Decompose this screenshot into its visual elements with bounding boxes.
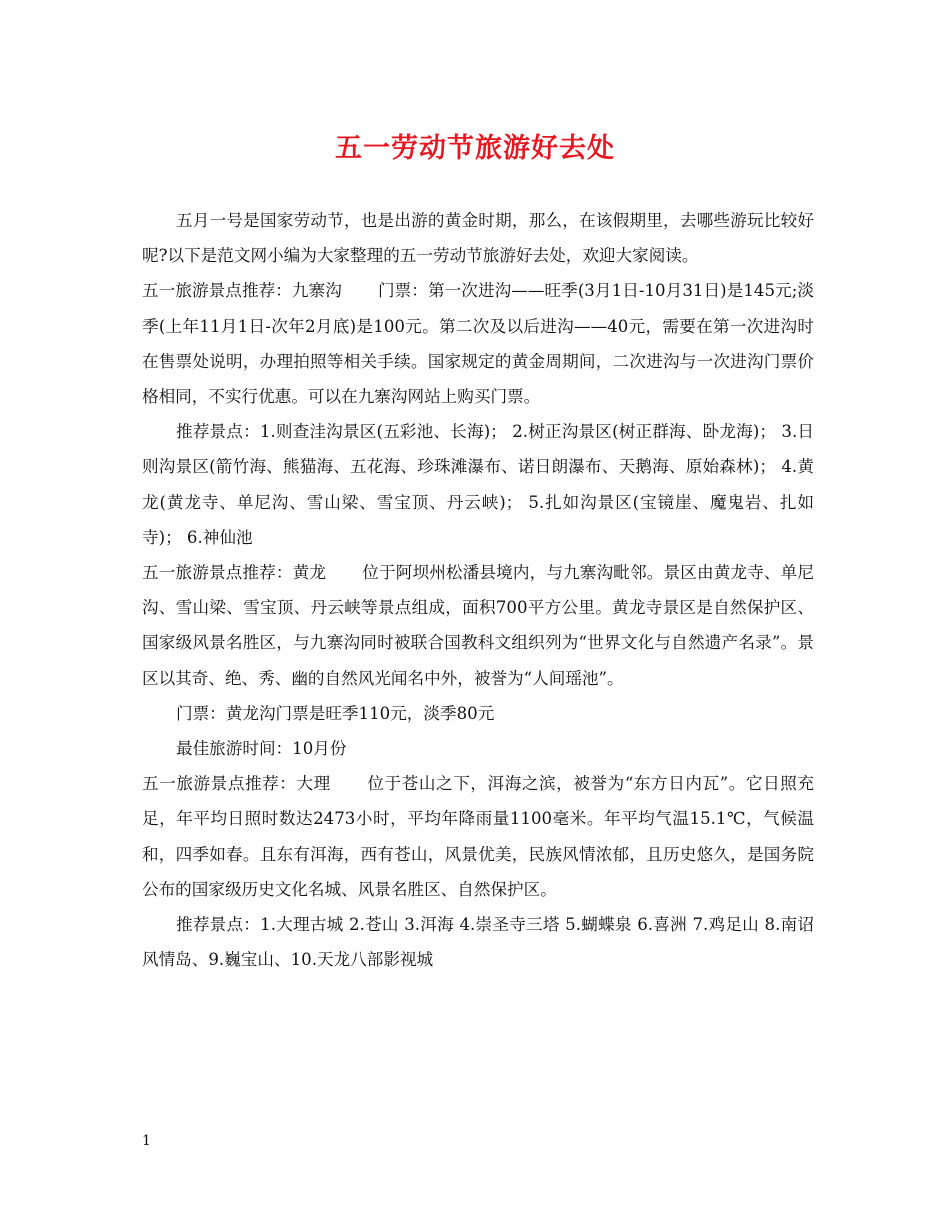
section-text-dali: 位于苍山之下，洱海之滨，被誉为“东方日内瓦”。它日照充足，年平均日照时数达2473小时，平均年降雨量1100毫米。年平均气温15.1℃，气候温和，四季如春。且东有洱海，西有苍山，风景优美，民族风情浓郁，且历史悠久，是国务院公布的国家级历史文化名城、风景名胜区、自然保护区。 [142, 774, 815, 899]
intro-paragraph: 五月一号是国家劳动节，也是出游的黄金时期，那么，在该假期里，去哪些游玩比较好呢?以下是范文网小编为大家整理的五一劳动节旅游好去处，欢迎大家阅读。 [142, 211, 814, 266]
section-text-jiuzhaigou: 门票：第一次进沟——旺季(3月1日-10月31日)是145元;淡季(上年11月1日-次年2月底)是100元。第二次及以后进沟——40元，需要在第一次进沟时在售票处说明，办理拍照等相关手续。国家规定的黄金周期间，二次进沟与一次进沟门票价格相同，不实行优惠。可以在九寨沟网站上购买门票。 [142, 281, 815, 407]
ticket-huanglong: 门票：黄龙沟门票是旺季110元，淡季80元 [176, 703, 495, 723]
page-title: 五一劳动节旅游好去处 [335, 133, 615, 164]
section-heading-dali: 五一旅游景点推荐：大理 [142, 774, 331, 794]
section-heading-huanglong: 五一旅游景点推荐：黄龙 [142, 563, 327, 583]
section-huanglong [142, 555, 814, 696]
spots-jiuzhaigou: 推荐景点：1.则查洼沟景区(五彩池、长海)； 2.树正沟景区(树正群海、卧龙海)； 3.日则沟景区(箭竹海、熊猫海、五花海、珍珠滩瀑布、诺日朗瀑布、天鹅海、原始森林)； 4.黄龙(黄龙寺、单尼沟、雪山梁、雪宝顶、丹云峡)； 5.扎如沟景区(宝镜崖、魔鬼岩、扎如寺)； 6.神仙池 [142, 422, 814, 547]
article-body [142, 203, 814, 977]
page-number: 1 [142, 1133, 151, 1149]
section-jiuzhaigou [142, 273, 814, 414]
section-text-huanglong: 位于阿坝州松潘县境内，与九寨沟毗邻。景区由黄龙寺、单尼沟、雪山梁、雪宝顶、丹云峡等景点组成，面积700平方公里。黄龙寺景区是自然保护区、国家级风景名胜区，与九寨沟同时被联合国教科文组织列为“世界文化与自然遗产名录”。景区以其奇、绝、秀、幽的自然风光闻名中外，被誉为“人间瑶池”。 [142, 563, 815, 688]
section-dali [142, 766, 814, 907]
section-heading-jiuzhaigou: 五一旅游景点推荐：九寨沟 [142, 281, 342, 301]
spots-dali: 推荐景点：1.大理古城 2.苍山 3.洱海 4.崇圣寺三塔 5.蝴蝶泉 6.喜洲 7.鸡足山 8.南诏风情岛、9.巍宝山、10.天龙八部影视城 [142, 915, 814, 970]
best-time-huanglong: 最佳旅游时间：10月份 [176, 739, 347, 759]
